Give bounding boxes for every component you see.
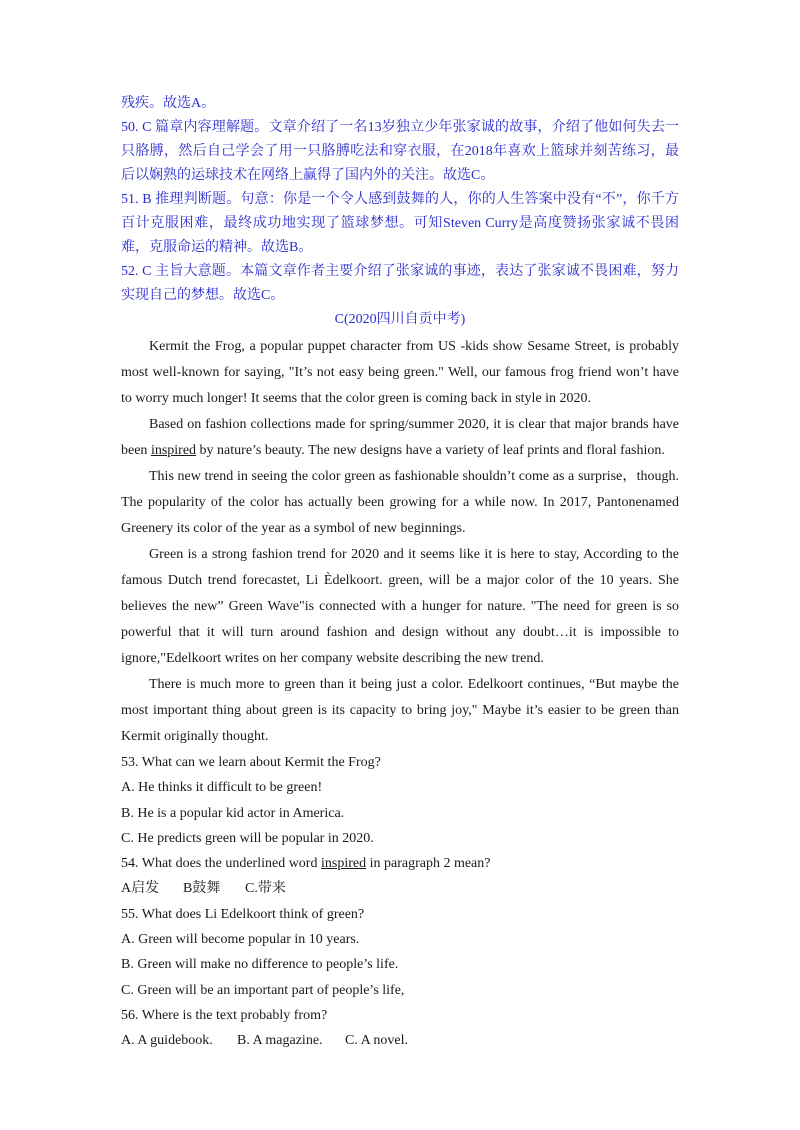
question-55-option-a: A. Green will become popular in 10 years. (121, 932, 360, 948)
question-54 (121, 851, 679, 876)
question-56-option-c: C. A novel. (345, 1033, 409, 1049)
question-54-options (121, 876, 679, 901)
question-55: 55. What does Li Edelkoort think of green? (121, 906, 365, 922)
answer-explanations (121, 92, 679, 308)
question-53-option-a: A. He thinks it difficult to be green! (121, 780, 323, 796)
question-54-text-after: in paragraph 2 mean? (366, 856, 491, 872)
paragraph-4: Green is a strong fashion trend for 2020 and it seems like it is here to stay, According to the famous Dutch trend forecastet, Li Èdelkoort. green, will be a major color of the 10 years. She believes the new” Green Wave"is connected with a hunger for nature. "The need for green is so powerful that it will turn around fashion and design without any doubt…it is impossible to ignore,"Edelkoort writes on her company website describing the new trend. (121, 547, 679, 666)
section-title: C(2020四川自贡中考) (334, 312, 466, 327)
question-53-option-c: C. He predicts green will be popular in 2020. (121, 830, 374, 846)
question-list (121, 750, 679, 1054)
question-56-option-a: A. A guidebook. (121, 1033, 213, 1049)
underlined-word: inspired (150, 443, 197, 458)
question-54-underlined-word: inspired (320, 856, 367, 872)
paragraph-3: This new trend in seeing the color green as fashionable shouldn’t come as a surprise，though. The popularity of the color has actually been growing for a while now. In 2017, Pantonenamed Greenery its color of the year as a symbol of new beginnings. (121, 469, 679, 536)
answer-52: 52. C 主旨大意题。本篇文章作者主要介绍了张家诚的事迹，表达了张家诚不畏困难，努力实现自己的梦想。故选C。 (121, 264, 679, 303)
question-56-option-b: B. A magazine. (237, 1033, 323, 1049)
paragraph-2 (121, 412, 679, 464)
paragraph-2-text-before: Based on fashion collections made for spring/summer 2020, it is clear that major brands have been (121, 417, 679, 458)
question-54-option-b: B鼓舞 (183, 881, 221, 897)
question-54-text-before: 54. What does the underlined word (121, 856, 321, 872)
paragraph-1: Kermit the Frog, a popular puppet character from US -kids show Sesame Street, is probably most well-known for saying, "It’s not easy being green." Well, our famous frog friend won’t have to worry much longer! It seems that the color green is coming back in style in 2020. (121, 339, 679, 406)
question-56-options (121, 1028, 679, 1053)
question-53-option-b: B. He is a popular kid actor in America. (121, 805, 345, 821)
answer-49-tail: 残疾。故选A。 (121, 96, 216, 111)
reading-passage (121, 334, 679, 750)
question-54-option-c: C.带来 (245, 881, 286, 897)
question-56: 56. Where is the text probably from? (121, 1007, 328, 1023)
question-53: 53. What can we learn about Kermit the Frog? (121, 755, 381, 770)
page-content (121, 92, 679, 1054)
paragraph-5: There is much more to green than it being just a color. Edelkoort continues, “But maybe the most important thing about green is its capacity to bring joy," Maybe it’s easier to be green than Kermit originally thought. (121, 677, 679, 744)
question-55-option-c: C. Green will be an important part of people’s life, (121, 982, 405, 998)
paragraph-2-text-after: by nature’s beauty. The new designs have a variety of leaf prints and floral fashion. (196, 443, 665, 458)
answer-50: 50. C 篇章内容理解题。文章介绍了一名13岁独立少年张家诚的故事，介绍了他如何失去一只胳膊，然后自己学会了用一只胳膊吃法和穿衣服，在2018年喜欢上篮球并刻苦练习，最后以娴熟的运球技术在网络上赢得了国内外的关注。故选C。 (121, 120, 679, 183)
question-55-option-b: B. Green will make no difference to people’s life. (121, 957, 399, 973)
answer-51: 51. B 推理判断题。句意：你是一个令人感到鼓舞的人，你的人生答案中没有“不”，你千方百计克服困难，最终成功地实现了篮球梦想。可知Steven Curry是高度赞扬张家诚不畏困难，克服命运的精神。故选B。 (121, 192, 679, 255)
question-54-option-a: A启发 (121, 881, 160, 897)
